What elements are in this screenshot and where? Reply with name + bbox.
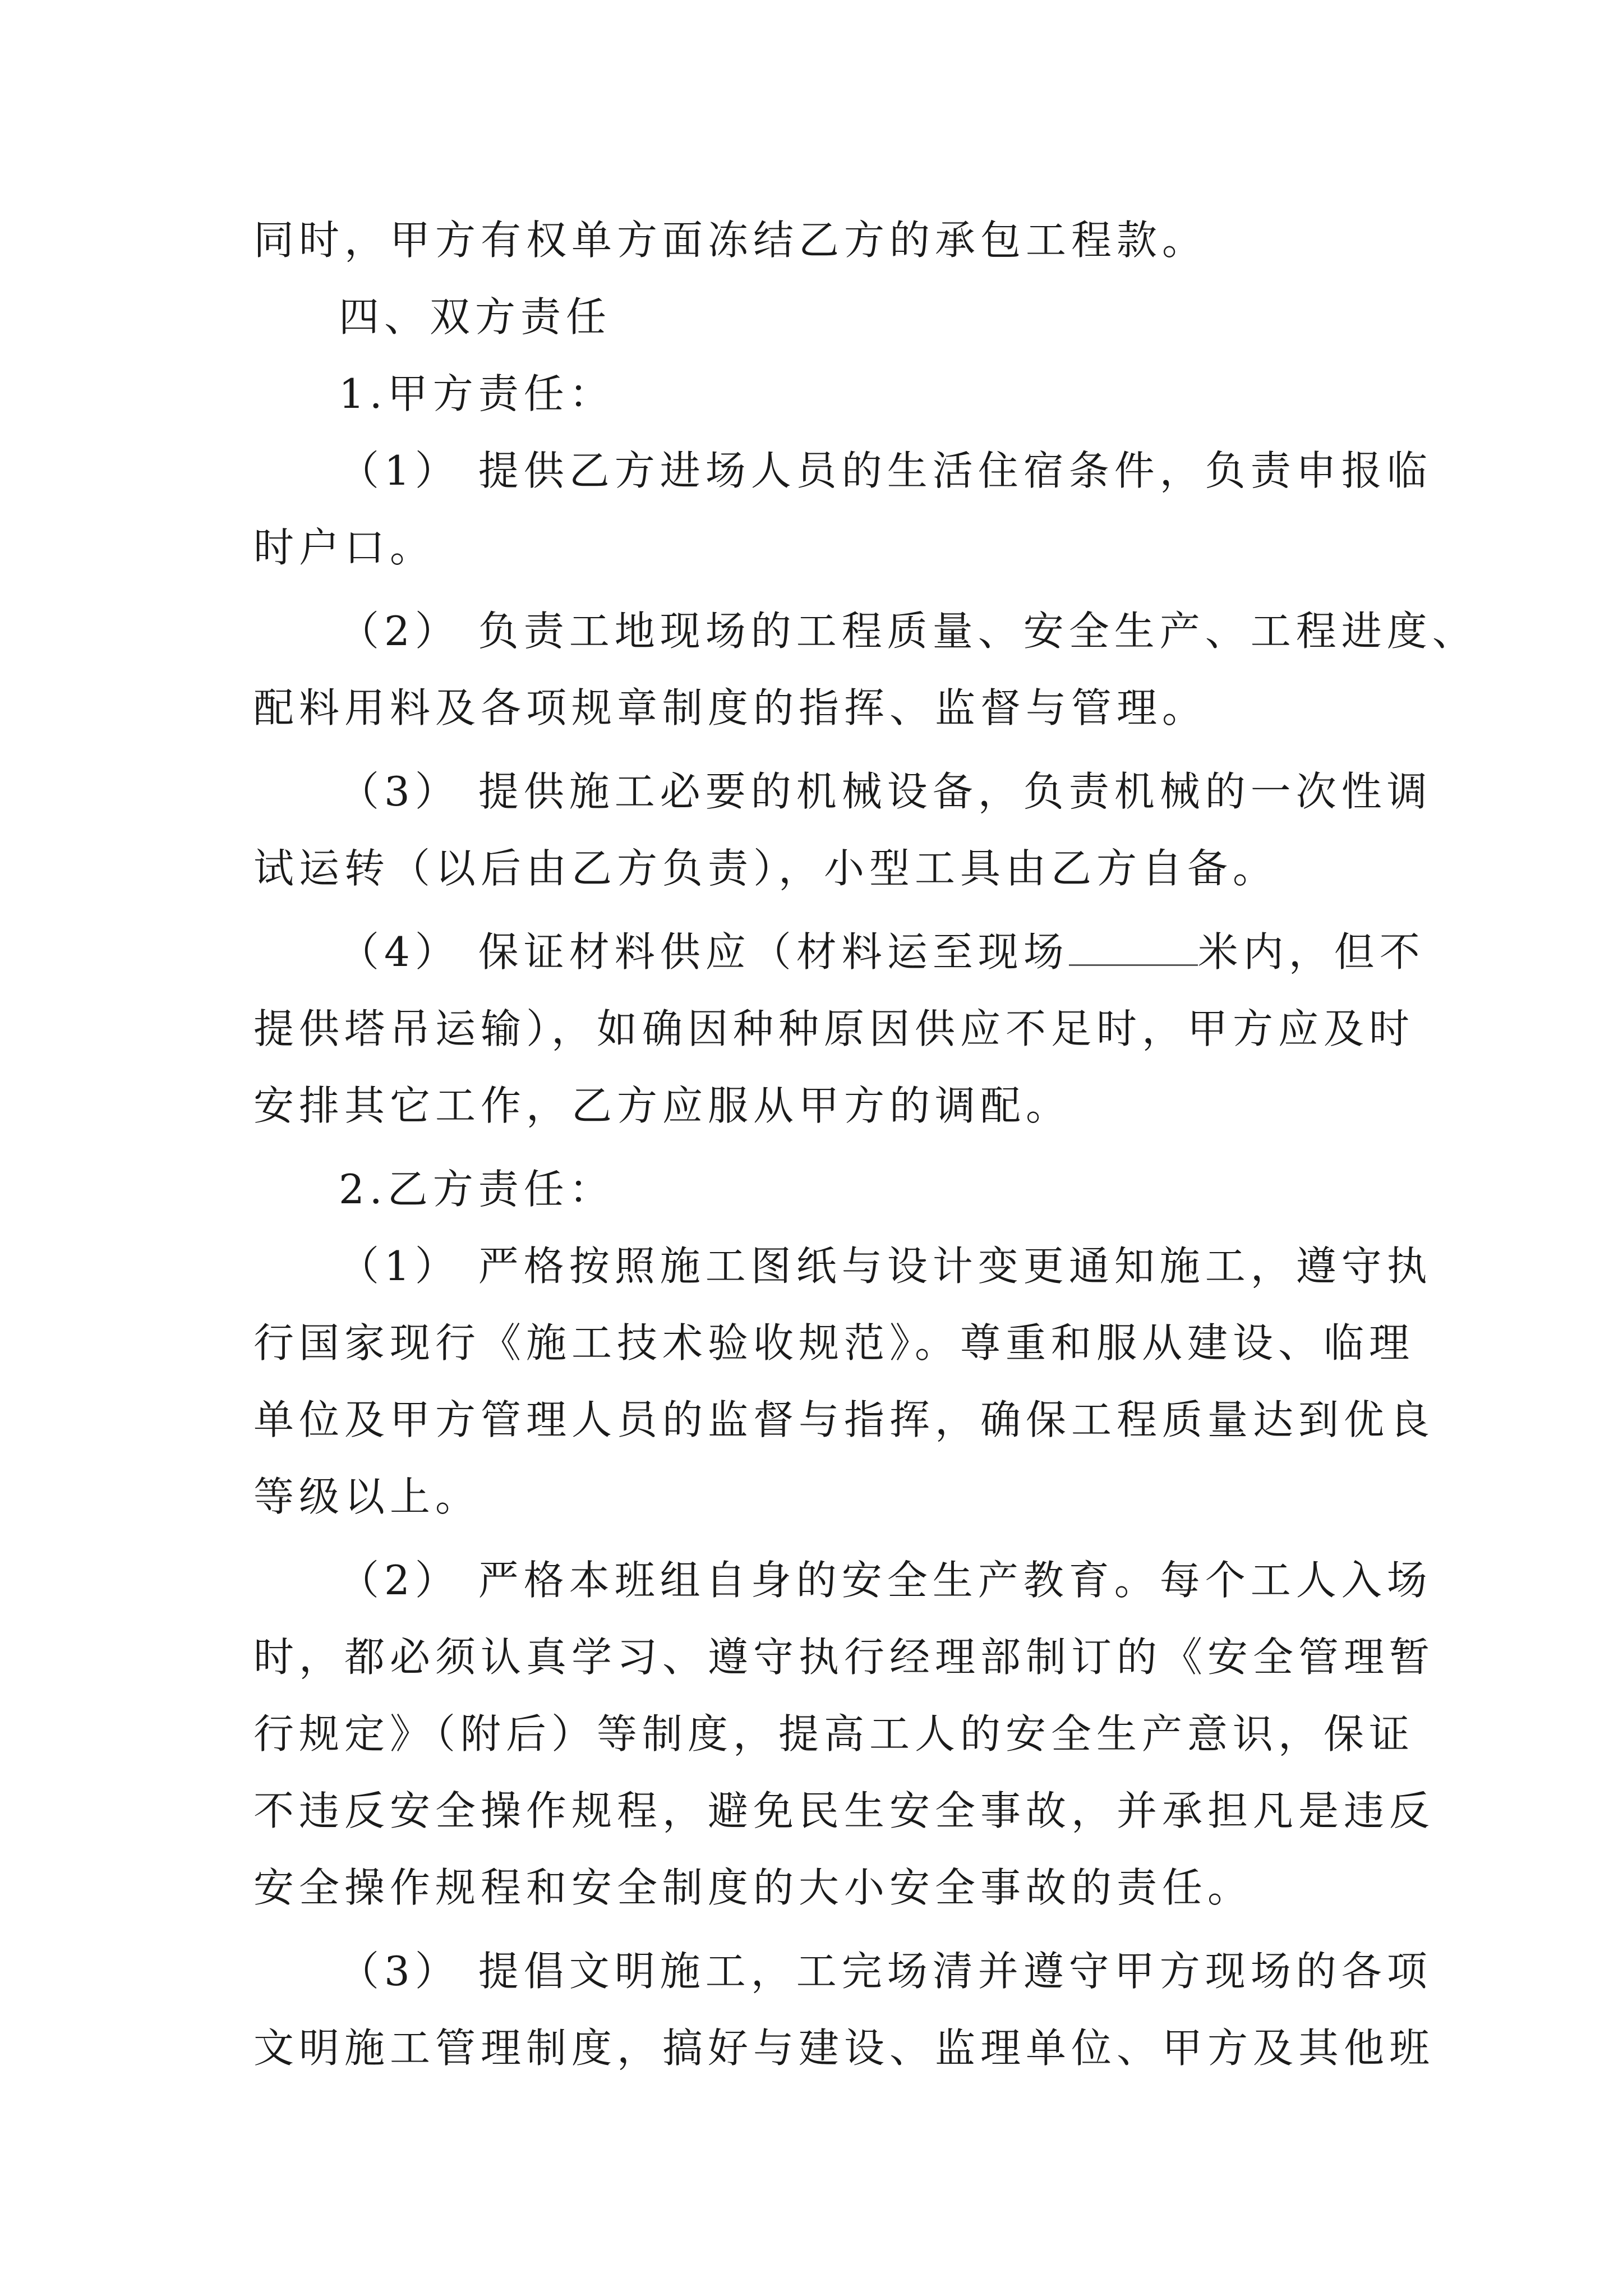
paragraph-line: 等级以上。 [253, 1473, 481, 1520]
paragraph-line: 试运转（以后由乙方负责），小型工具由乙方自备。 [253, 845, 1279, 892]
paragraph-line: （2） 严格本班组自身的安全生产教育。每个工人入场 [339, 1557, 1432, 1604]
paragraph-line: （1） 严格按照施工图纸与设计变更通知施工，遵守执 [339, 1243, 1432, 1290]
paragraph-line: 安排其它工作，乙方应服从甲方的调配。 [253, 1082, 1072, 1129]
blank-fill-field [1069, 931, 1198, 966]
paragraph-line: （3） 提供施工必要的机械设备，负责机械的一次性调 [339, 768, 1432, 815]
paragraph-line: 行规定》（附后）等制度，提高工人的安全生产意识，保证 [253, 1710, 1415, 1757]
line-segment: （4） 保证材料供应（材料运至现场 [339, 928, 1069, 976]
paragraph-line: 同时，甲方有权单方面冻结乙方的承包工程款。 [253, 217, 1208, 264]
paragraph-line: 文明施工管理制度，搞好与建设、监理单位、甲方及其他班 [253, 2024, 1435, 2072]
paragraph-line: 提供塔吊运输），如确因种种原因供应不足时，甲方应及时 [253, 1005, 1415, 1052]
paragraph-line: （1） 提供乙方进场人员的生活住宿条件，负责申报临 [339, 447, 1432, 494]
paragraph-line: （2） 负责工地现场的工程质量、安全生产、工程进度、 [339, 608, 1478, 655]
paragraph-line: 行国家现行《施工技术验收规范》。尊重和服从建设、临理 [253, 1319, 1415, 1366]
contract-body [253, 202, 1478, 2087]
section-heading: 四、双方责任 [339, 293, 612, 341]
paragraph-line: （3） 提倡文明施工，工完场清并遵守甲方现场的各项 [339, 1948, 1432, 1995]
subsection-heading: 1.甲方责任： [339, 370, 615, 417]
paragraph-line: 单位及甲方管理人员的监督与指挥，确保工程质量达到优良 [253, 1396, 1435, 1443]
line-segment: 米内，但不 [1197, 928, 1425, 976]
subsection-heading: 2.乙方责任： [339, 1166, 615, 1213]
paragraph-line [253, 914, 1425, 991]
paragraph-line: 时，都必须认真学习、遵守执行经理部制订的《安全管理暂 [253, 1634, 1435, 1681]
paragraph-line: 时户口。 [253, 524, 436, 571]
paragraph-line: 配料用料及各项规章制度的指挥、监督与管理。 [253, 684, 1208, 731]
paragraph-line: 不违反安全操作规程，避免民生安全事故，并承担凡是违反 [253, 1787, 1435, 1834]
paragraph-line: 安全操作规程和安全制度的大小安全事故的责任。 [253, 1864, 1253, 1911]
